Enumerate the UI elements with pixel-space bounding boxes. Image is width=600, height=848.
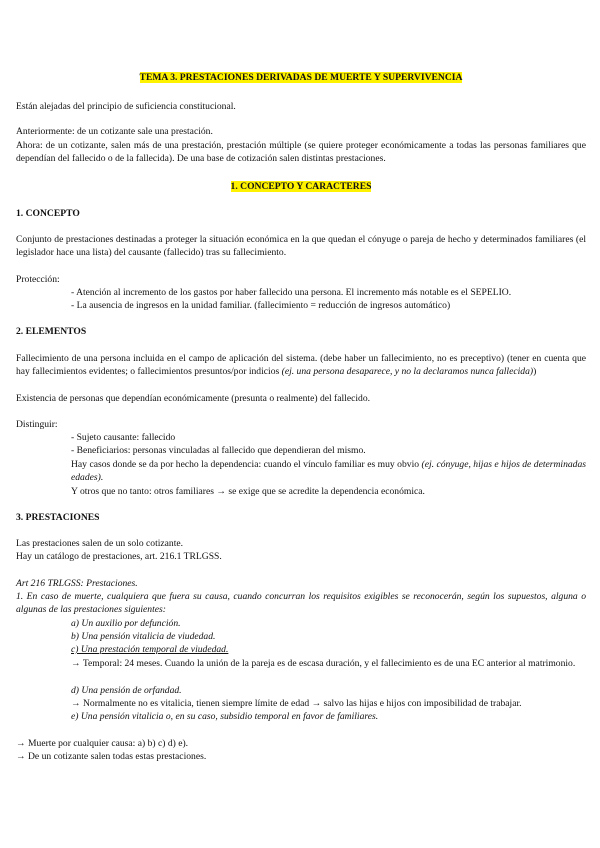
intro-paragraph-3: Ahora: de un cotizante, salen más de una prestación, prestación múltiple (se quiere proteger económicamente a todas las personas familiares que dependían del fallecido o de la fallecida). De una base de cotización salen distintas prestaciones. [16, 140, 586, 165]
prestacion-item-e: e) Una pensión vitalicia o, en su caso, subsidio temporal en favor de familiares. [71, 711, 379, 722]
document-title: TEMA 3. PRESTACIONES DERIVADAS DE MUERTE Y SUPERVIVENCIA [139, 72, 463, 83]
summary-line-2: → De un cotizante salen todas estas prestaciones. [16, 751, 207, 762]
prestacion-item-c: c) Una prestación temporal de viudedad. [71, 644, 229, 655]
prestaciones-paragraph-2: Hay un catálogo de prestaciones, art. 216.1 TRLGSS. [16, 551, 222, 562]
distinguir-b3-example: (ej. cónyuge, hijas e hijos de determinadas edades). [71, 459, 587, 484]
prestaciones-heading: 3. PRESTACIONES [16, 512, 100, 523]
distinguir-b3-text: Hay casos donde se da por hecho la dependencia: cuando el vínculo familiar es muy obvio [71, 459, 420, 470]
elementos-p1-close: ) [533, 366, 537, 378]
elementos-p1-example: (ej. una persona desaparece, y no la declaramos nunca fallecida) [281, 366, 534, 378]
summary-line-1: → Muerte por cualquier causa: a) b) c) d) e). [16, 738, 189, 749]
prestaciones-paragraph-1: Las prestaciones salen de un solo cotizante. [16, 538, 184, 549]
prestacion-item-b: b) Una pensión vitalicia de viudedad. [71, 631, 216, 642]
section-title: 1. CONCEPTO Y CARACTERES [230, 181, 372, 192]
article-text: 1. En caso de muerte, cualquiera que fuera su causa, cuando concurran los requisitos exigibles se reconocerán, según los supuestos, alguna o algunas de las prestaciones siguientes: [16, 591, 586, 616]
article-title: Art 216 TRLGSS: Prestaciones. [16, 578, 138, 589]
distinguir-bullet-2: - Beneficiarios: personas vinculadas al fallecido que dependieran del mismo. [71, 445, 366, 456]
intro-paragraph-1: Están alejadas del principio de suficiencia constitucional. [16, 101, 236, 112]
distinguir-bullet-1: - Sujeto causante: fallecido [71, 432, 176, 443]
elementos-paragraph-1 [16, 352, 586, 379]
proteccion-bullet-2: - La ausencia de ingresos en la unidad familiar. (fallecimiento = reducción de ingresos automático) [71, 300, 451, 311]
proteccion-bullet-1: - Atención al incremento de los gastos por haber fallecido una persona. El incremento más notable es el SEPELIO. [71, 287, 512, 298]
distinguir-label: Distinguir: [16, 419, 58, 430]
prestacion-item-a: a) Un auxilio por defunción. [71, 618, 181, 629]
section-title-wrap [16, 180, 586, 193]
distinguir-bullet-3 [71, 458, 586, 485]
document-page [16, 0, 586, 848]
concepto-heading: 1. CONCEPTO [16, 208, 80, 219]
prestacion-item-d-note: → Normalmente no es vitalicia, tienen siempre límite de edad → salvo las hijas e hijos con imposibilidad de trabajar. [71, 698, 522, 709]
intro-paragraph-2: Anteriormente: de un cotizante sale una prestación. [16, 126, 213, 137]
proteccion-label: Protección: [16, 274, 60, 285]
document-title-wrap [16, 71, 586, 84]
elementos-p1-text: Fallecimiento de una persona incluida en el campo de aplicación del sistema. (debe haber un fallecimiento, no es preceptivo) (tener en cuenta que hay fallecimientos evidentes; o fallecimientos presuntos/por indicios [16, 353, 586, 378]
prestacion-item-d: d) Una pensión de orfandad. [71, 685, 182, 696]
concepto-text: Conjunto de prestaciones destinadas a proteger la situación económica en la que quedan el cónyuge o pareja de hecho y determinados familiares (el legislador hace una lista) del causante (fallecido) tras su fallecimiento. [16, 234, 586, 259]
elementos-heading: 2. ELEMENTOS [16, 326, 87, 337]
prestacion-item-c-note: → Temporal: 24 meses. Cuando la unión de la pareja es de escasa duración, y el fallecimiento es de una EC anterior al matrimonio. [71, 658, 576, 669]
elementos-paragraph-2: Existencia de personas que dependían económicamente (presunta o realmente) del fallecido. [16, 393, 371, 404]
distinguir-bullet-4: Y otros que no tanto: otros familiares → se exige que se acredite la dependencia económica. [71, 486, 425, 497]
